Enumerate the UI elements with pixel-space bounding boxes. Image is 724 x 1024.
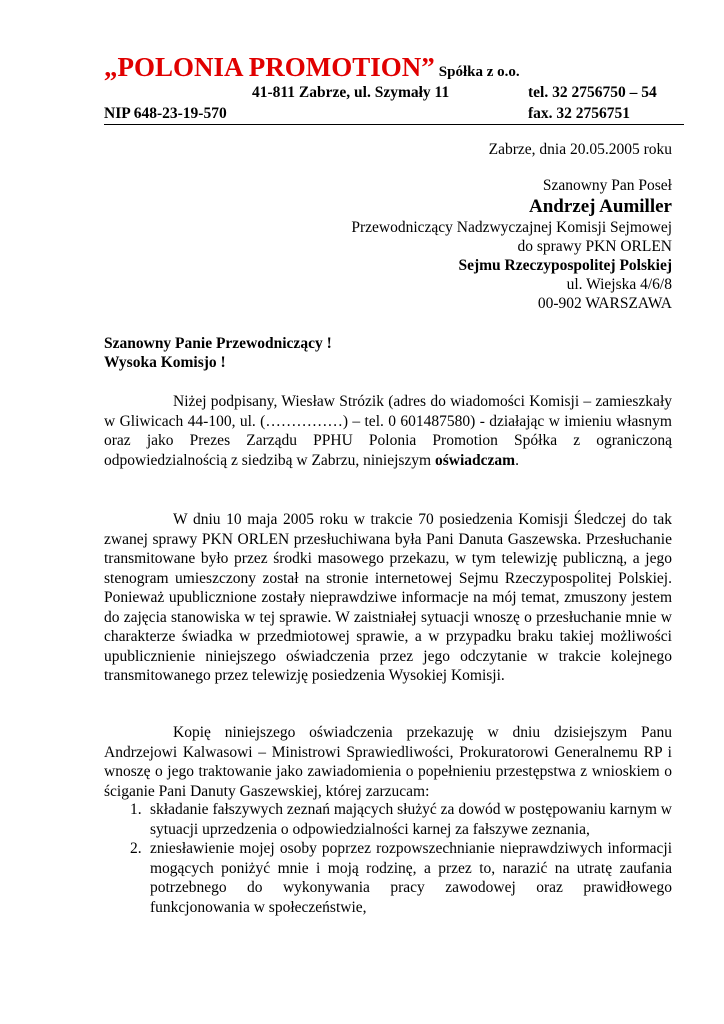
list-item-text: zniesławienie mojej osoby poprzez rozpowszechnianie nieprawdziwych informacji mogących poniżyć mnie i moją rodzinę, a przez to, narazić na utratę zaufania potrzebnego do wykonywania pracy zawodowej oraz prawidłowego funkcjonowania w społeczeństwie, <box>150 840 672 916</box>
list-item <box>104 800 672 839</box>
list-item-number: 1. <box>130 801 142 818</box>
list-item-number: 2. <box>130 840 142 857</box>
company-address: 41-811 Zabrze, ul. Szymały 11 <box>252 84 450 101</box>
paragraph-declaration <box>104 392 672 470</box>
paragraph-notification: Kopię niniejszego oświadczenia przekazuję w dniu dzisiejszym Panu Andrzejowi Kalwasowi – Ministrowi Sprawiedliwości, Prokuratorowi Generalnemu RP i wnoszę o jego traktowanie jako zawiadomienia o popełnieniu przestępstwa z wnioskiem o ściganie Pani Danuty Gaszewskiej, której zarzucam: <box>104 724 672 800</box>
recipient-institution: Sejmu Rzeczypospolitej Polskiej <box>458 257 672 274</box>
recipient-street: ul. Wiejska 4/6/8 <box>566 276 672 293</box>
recipient-name: Andrzej Aumiller <box>528 196 672 217</box>
paragraph-hearing: W dniu 10 maja 2005 roku w trakcie 70 posiedzenia Komisji Śledczej do tak zwanej sprawy PKN ORLEN przesłuchiwana była Pani Danuta Gaszewska. Przesłuchanie transmitowane było przez środki masowego przekazu, w tym telewizję publiczną, a jego stenogram umieszczony został na stronie internetowej Sejmu Rzeczypospolitej Polskiej. Ponieważ upublicznione zostały nieprawdziwe informacje na mój temat, zmuszony jestem do zajęcia stanowiska w tej sprawie. W zaistniałej sytuacji wnoszę o przesłuchanie mnie w charakterze świadka w przedmiotowej sprawie, a w przypadku braku takiej możliwości upublicznienie niniejszego oświadczenia przez jego odczytanie w trakcie kolejnego transmitowanego przez telewizję posiedzenia Wysokiej Komisji. <box>104 511 672 684</box>
list-item <box>104 839 672 917</box>
company-phone: tel. 32 2756750 – 54 <box>528 84 657 101</box>
recipient-salutation: Szanowny Pan Poseł <box>542 177 672 194</box>
list-item-text: składanie fałszywych zeznań mających służyć za dowód w postępowaniu karnym w sytuacji uprzedzenia o odpowiedzialności karnej za fałszywe zeznania, <box>150 801 672 838</box>
greeting-line2: Wysoka Komisjo ! <box>104 354 226 371</box>
declaration-end: . <box>515 451 519 469</box>
charges-list <box>104 800 672 917</box>
company-heading <box>104 52 520 83</box>
recipient-title-line1: Przewodniczący Nadzwyczajnej Komisji Sejmowej <box>351 219 672 236</box>
company-suffix: Spółka z o.o. <box>438 64 520 80</box>
recipient-title-line2: do sprawy PKN ORLEN <box>517 238 672 255</box>
date-line: Zabrze, dnia 20.05.2005 roku <box>488 141 672 158</box>
declaration-keyword: oświadczam <box>435 451 516 469</box>
greeting-line1: Szanowny Panie Przewodniczący ! <box>104 335 332 352</box>
declaration-text: Niżej podpisany, Wiesław Strózik (adres do wiadomości Komisji – zamieszkały w Gliwicach 44-100, ul. (……………) – tel. 0 601487580) - działając w imieniu własnym oraz jako Prezes Zarządu PPHU Polonia Promotion Spółka z ograniczoną odpowiedzialnością z siedzibą w Zabrzu, niniejszym <box>104 393 672 469</box>
company-fax: fax. 32 2756751 <box>528 105 631 122</box>
company-name: „POLONIA PROMOTION” <box>104 52 435 82</box>
recipient-city: 00-902 WARSZAWA <box>537 295 672 312</box>
header-divider <box>104 124 684 125</box>
company-nip: NIP 648-23-19-570 <box>104 105 227 122</box>
